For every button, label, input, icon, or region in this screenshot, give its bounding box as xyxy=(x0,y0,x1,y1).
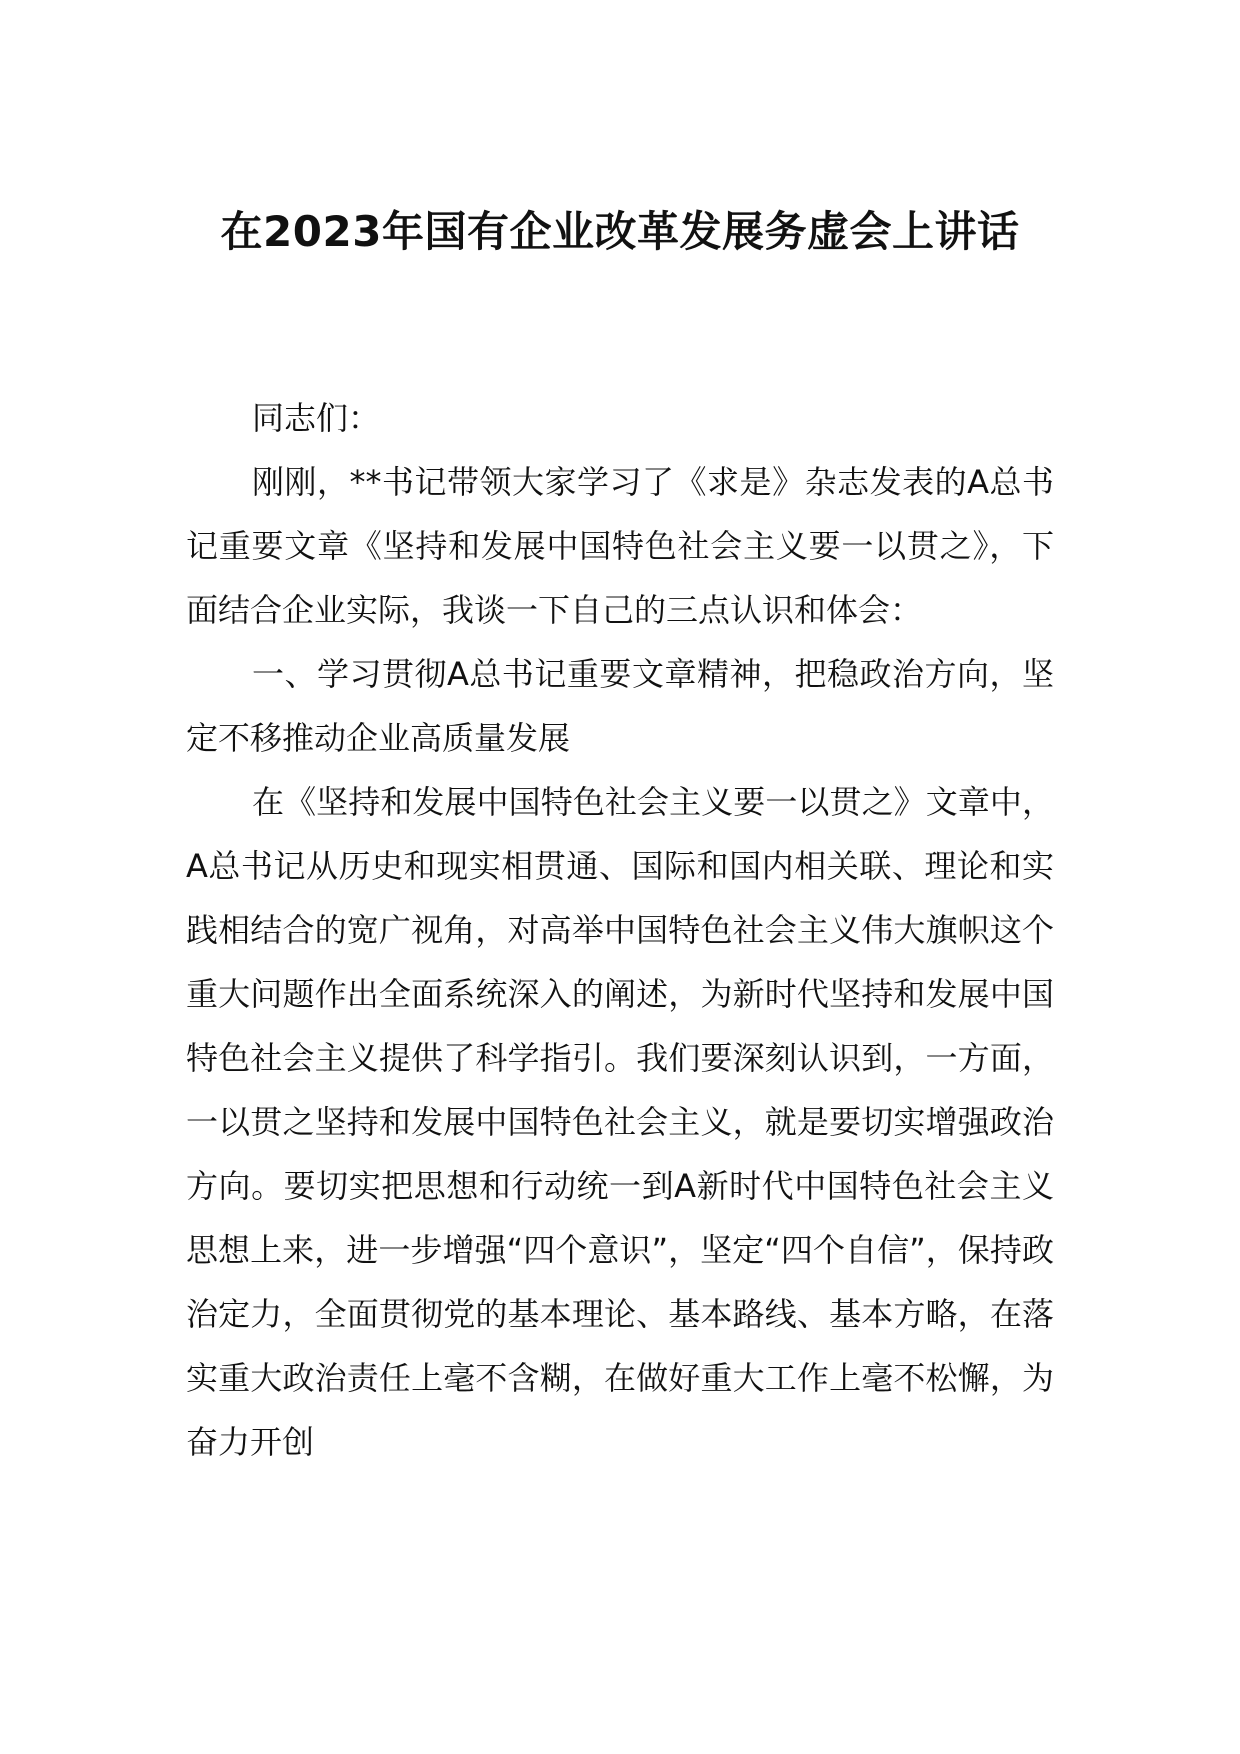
document-title: 在2023年国有企业改革发展务虚会上讲话 xyxy=(220,207,1020,256)
intro-paragraph: 刚刚，**书记带领大家学习了《求是》杂志发表的A总书记重要文章《坚持和发展中国特色社会主义要一以贯之》，下面结合企业实际，我谈一下自己的三点认识和体会： xyxy=(186,463,1054,629)
document-body xyxy=(186,386,1054,1474)
section-heading-1: 一、学习贯彻A总书记重要文章精神，把稳政治方向，坚定不移推动企业高质量发展 xyxy=(186,655,1054,757)
salutation-paragraph: 同志们： xyxy=(252,399,381,437)
body-paragraph: 在《坚持和发展中国特色社会主义要一以贯之》文章中，A总书记从历史和现实相贯通、国际和国内相关联、理论和实践相结合的宽广视角，对高举中国特色社会主义伟大旗帜这个重大问题作出全面系统深入的阐述，为新时代坚持和发展中国特色社会主义提供了科学指引。我们要深刻认识到，一方面，一以贯之坚持和发展中国特色社会主义，就是要切实增强政治方向。要切实把思想和行动统一到A新时代中国特色社会主义思想上来，进一步增强“四个意识”，坚定“四个自信”，保持政治定力，全面贯彻党的基本理论、基本路线、基本方略，在落实重大政治责任上毫不含糊，在做好重大工作上毫不松懈，为奋力开创 xyxy=(186,783,1054,1461)
